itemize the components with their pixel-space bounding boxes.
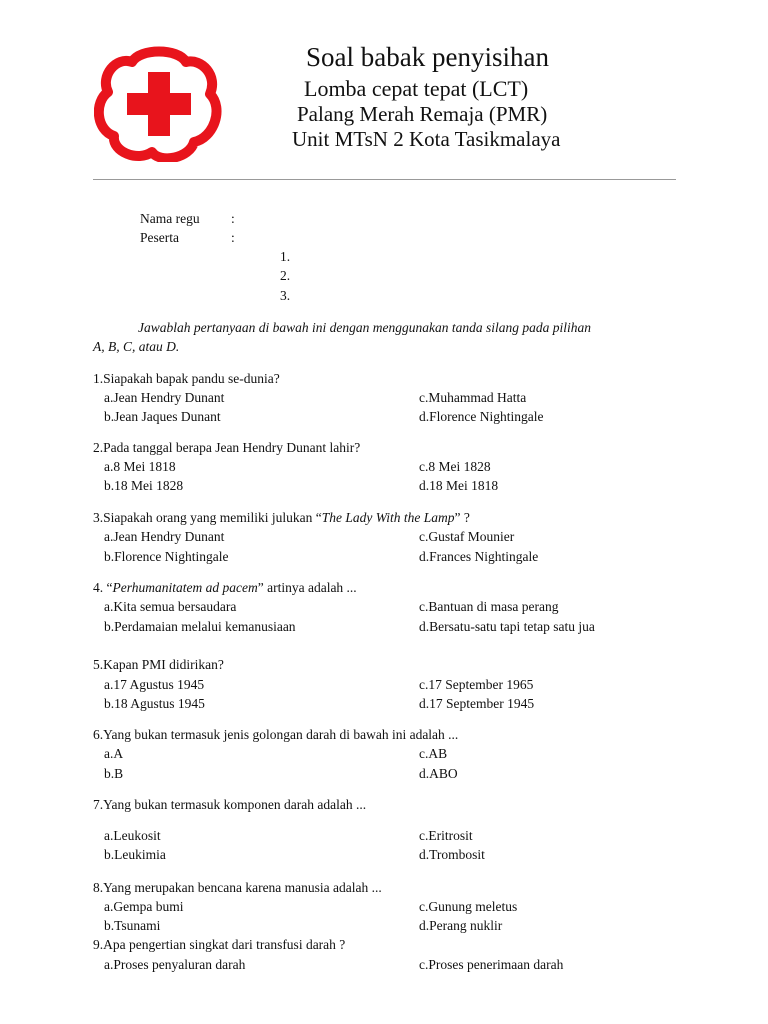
subtitle-pmr: Palang Merah Remaja (PMR) bbox=[297, 102, 548, 126]
option-1d: d.Florence Nightingale bbox=[419, 409, 544, 424]
peserta-number-2: 2. bbox=[280, 268, 291, 283]
instruction-line-1: Jawablah pertanyaan di bawah ini dengan menggunakan tanda silang pada pilihan bbox=[138, 320, 591, 335]
question-4: 4. “Perhumanitatem ad pacem” artinya adalah ... bbox=[93, 580, 357, 595]
question-3-quote: The Lady With the Lamp bbox=[321, 510, 455, 525]
option-5d: d.17 September 1945 bbox=[419, 696, 535, 711]
option-4a: a.Kita semua bersaudara bbox=[104, 599, 237, 614]
option-8a: a.Gempa bumi bbox=[104, 899, 184, 914]
nama-regu-label: Nama regu bbox=[140, 211, 200, 226]
option-7c: c.Eritrosit bbox=[419, 828, 473, 843]
option-5a: a.17 Agustus 1945 bbox=[104, 677, 205, 692]
option-7b: b.Leukimia bbox=[104, 847, 166, 862]
option-8c: c.Gunung meletus bbox=[419, 899, 518, 914]
header-divider bbox=[93, 179, 676, 180]
option-2d: d.18 Mei 1818 bbox=[419, 478, 499, 493]
option-8b: b.Tsunami bbox=[104, 918, 161, 933]
instruction-line-2: A, B, C, atau D. bbox=[93, 339, 180, 354]
option-3d: d.Frances Nightingale bbox=[419, 549, 539, 564]
option-2b: b.18 Mei 1828 bbox=[104, 478, 184, 493]
nama-regu-colon: : bbox=[231, 211, 235, 226]
option-2a: a.8 Mei 1818 bbox=[104, 459, 176, 474]
option-7d: d.Trombosit bbox=[419, 847, 485, 862]
option-4b: b.Perdamaian melalui kemanusiaan bbox=[104, 619, 296, 634]
question-9: 9.Apa pengertian singkat dari transfusi darah ? bbox=[93, 937, 346, 952]
peserta-colon: : bbox=[231, 230, 235, 245]
subtitle-lct: Lomba cepat tepat (LCT) bbox=[304, 76, 529, 101]
option-1b: b.Jean Jaques Dunant bbox=[104, 409, 221, 424]
option-1c: c.Muhammad Hatta bbox=[419, 390, 527, 405]
pmr-logo bbox=[94, 42, 224, 162]
option-4d: d.Bersatu-satu tapi tetap satu jua bbox=[419, 619, 595, 634]
option-1a: a.Jean Hendry Dunant bbox=[104, 390, 225, 405]
option-3a: a.Jean Hendry Dunant bbox=[104, 529, 225, 544]
option-8d: d.Perang nuklir bbox=[419, 918, 503, 933]
subtitle-unit: Unit MTsN 2 Kota Tasikmalaya bbox=[292, 127, 561, 151]
question-1: 1.Siapakah bapak pandu se-dunia? bbox=[93, 371, 280, 386]
option-7a: a.Leukosit bbox=[104, 828, 161, 843]
question-8: 8.Yang merupakan bencana karena manusia adalah ... bbox=[93, 880, 382, 895]
option-2c: c.8 Mei 1828 bbox=[419, 459, 491, 474]
option-5b: b.18 Agustus 1945 bbox=[104, 696, 205, 711]
option-3c: c.Gustaf Mounier bbox=[419, 529, 515, 544]
question-2: 2.Pada tanggal berapa Jean Hendry Dunant lahir? bbox=[93, 440, 361, 455]
option-4c: c.Bantuan di masa perang bbox=[419, 599, 559, 614]
peserta-number-1: 1. bbox=[280, 249, 291, 264]
option-9a: a.Proses penyaluran darah bbox=[104, 957, 246, 972]
option-3b: b.Florence Nightingale bbox=[104, 549, 229, 564]
question-4-quote: Perhumanitatem ad pacem bbox=[112, 580, 258, 595]
cross-horizontal bbox=[127, 93, 191, 115]
question-6: 6.Yang bukan termasuk jenis golongan darah di bawah ini adalah ... bbox=[93, 727, 459, 742]
page-title: Soal babak penyisihan bbox=[306, 42, 549, 72]
option-6a: a.A bbox=[104, 746, 124, 761]
option-6c: c.AB bbox=[419, 746, 448, 761]
peserta-label: Peserta bbox=[140, 230, 179, 245]
question-3: 3.Siapakah orang yang memiliki julukan “The Lady With the Lamp” ? bbox=[93, 510, 470, 525]
option-9c: c.Proses penerimaan darah bbox=[419, 957, 564, 972]
peserta-number-3: 3. bbox=[280, 288, 291, 303]
option-6d: d.ABO bbox=[419, 766, 458, 781]
question-7: 7.Yang bukan termasuk komponen darah adalah ... bbox=[93, 797, 367, 812]
question-5: 5.Kapan PMI didirikan? bbox=[93, 657, 224, 672]
option-6b: b.B bbox=[104, 766, 124, 781]
option-5c: c.17 September 1965 bbox=[419, 677, 534, 692]
